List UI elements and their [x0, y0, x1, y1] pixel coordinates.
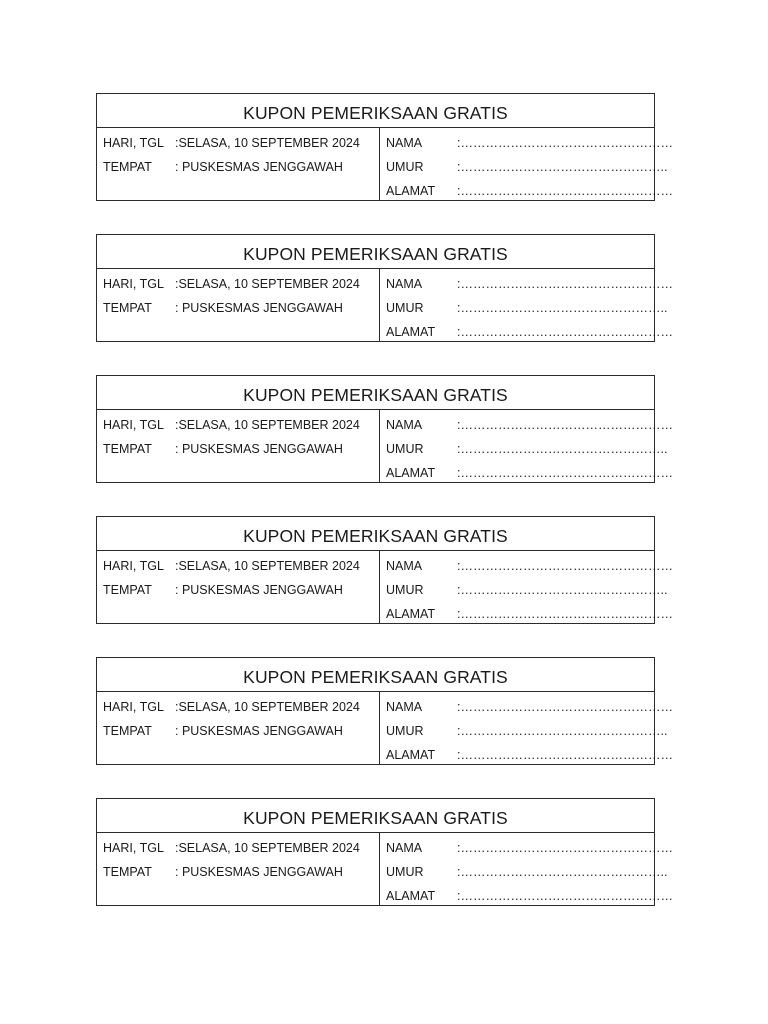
name-blank: :……………………………………………	[457, 559, 673, 573]
age-blank: :…………………………………………..	[457, 724, 668, 738]
age-label: UMUR	[386, 583, 424, 597]
name-label: NAMA	[386, 700, 423, 714]
name-label: NAMA	[386, 136, 423, 150]
coupon-card	[96, 516, 673, 624]
place-label: TEMPAT	[103, 865, 152, 879]
coupon-title: KUPON PEMERIKSAAN GRATIS	[97, 517, 654, 551]
place-value: : PUSKESMAS JENGGAWAH	[175, 724, 343, 738]
coupon-card	[96, 93, 673, 201]
age-blank: :…………………………………………..	[457, 442, 668, 456]
coupon-title: KUPON PEMERIKSAAN GRATIS	[97, 799, 654, 833]
column-divider	[379, 269, 380, 341]
age-blank: :…………………………………………..	[457, 160, 668, 174]
address-blank: :……………………………………………	[457, 607, 673, 621]
name-label: NAMA	[386, 841, 423, 855]
column-divider	[379, 692, 380, 764]
name-blank: :……………………………………………	[457, 136, 673, 150]
column-divider	[379, 833, 380, 905]
coupon-body	[97, 551, 673, 623]
name-blank: :……………………………………………	[457, 277, 673, 291]
coupon-body	[97, 269, 673, 341]
date-value: :SELASA, 10 SEPTEMBER 2024	[175, 559, 360, 573]
address-label: ALAMAT	[386, 184, 436, 198]
date-label: HARI, TGL	[103, 559, 164, 573]
date-label: HARI, TGL	[103, 277, 164, 291]
address-blank: :……………………………………………	[457, 748, 673, 762]
name-blank: :……………………………………………	[457, 418, 673, 432]
address-blank: :……………………………………………	[457, 184, 673, 198]
name-label: NAMA	[386, 277, 423, 291]
place-value: : PUSKESMAS JENGGAWAH	[175, 583, 343, 597]
coupon-list	[96, 93, 673, 939]
coupon-title: KUPON PEMERIKSAAN GRATIS	[97, 94, 654, 128]
column-divider	[379, 128, 380, 200]
coupon-body	[97, 833, 673, 905]
coupon-body	[97, 410, 673, 482]
place-label: TEMPAT	[103, 442, 152, 456]
address-blank: :……………………………………………	[457, 889, 673, 903]
date-label: HARI, TGL	[103, 841, 164, 855]
age-blank: :…………………………………………..	[457, 583, 668, 597]
place-value: : PUSKESMAS JENGGAWAH	[175, 442, 343, 456]
age-blank: :…………………………………………..	[457, 301, 668, 315]
coupon-title: KUPON PEMERIKSAAN GRATIS	[97, 658, 654, 692]
place-value: : PUSKESMAS JENGGAWAH	[175, 160, 343, 174]
date-value: :SELASA, 10 SEPTEMBER 2024	[175, 700, 360, 714]
address-label: ALAMAT	[386, 748, 436, 762]
address-label: ALAMAT	[386, 607, 436, 621]
address-label: ALAMAT	[386, 466, 436, 480]
address-blank: :……………………………………………	[457, 466, 673, 480]
column-divider	[379, 410, 380, 482]
coupon-card	[96, 657, 673, 765]
date-value: :SELASA, 10 SEPTEMBER 2024	[175, 136, 360, 150]
age-label: UMUR	[386, 301, 424, 315]
place-label: TEMPAT	[103, 724, 152, 738]
place-value: : PUSKESMAS JENGGAWAH	[175, 301, 343, 315]
coupon-title: KUPON PEMERIKSAAN GRATIS	[97, 235, 654, 269]
coupon-card	[96, 375, 673, 483]
age-label: UMUR	[386, 442, 424, 456]
date-label: HARI, TGL	[103, 418, 164, 432]
name-label: NAMA	[386, 559, 423, 573]
name-blank: :……………………………………………	[457, 841, 673, 855]
date-label: HARI, TGL	[103, 700, 164, 714]
column-divider	[379, 551, 380, 623]
age-label: UMUR	[386, 724, 424, 738]
address-blank: :……………………………………………	[457, 325, 673, 339]
date-label: HARI, TGL	[103, 136, 164, 150]
place-label: TEMPAT	[103, 583, 152, 597]
place-value: : PUSKESMAS JENGGAWAH	[175, 865, 343, 879]
place-label: TEMPAT	[103, 301, 152, 315]
coupon-card	[96, 798, 673, 906]
address-label: ALAMAT	[386, 325, 436, 339]
coupon-body	[97, 692, 673, 764]
coupon-title: KUPON PEMERIKSAAN GRATIS	[97, 376, 654, 410]
date-value: :SELASA, 10 SEPTEMBER 2024	[175, 418, 360, 432]
name-blank: :……………………………………………	[457, 700, 673, 714]
age-blank: :…………………………………………..	[457, 865, 668, 879]
name-label: NAMA	[386, 418, 423, 432]
coupon-body	[97, 128, 673, 200]
age-label: UMUR	[386, 160, 424, 174]
place-label: TEMPAT	[103, 160, 152, 174]
coupon-card	[96, 234, 673, 342]
date-value: :SELASA, 10 SEPTEMBER 2024	[175, 277, 360, 291]
age-label: UMUR	[386, 865, 424, 879]
date-value: :SELASA, 10 SEPTEMBER 2024	[175, 841, 360, 855]
address-label: ALAMAT	[386, 889, 436, 903]
